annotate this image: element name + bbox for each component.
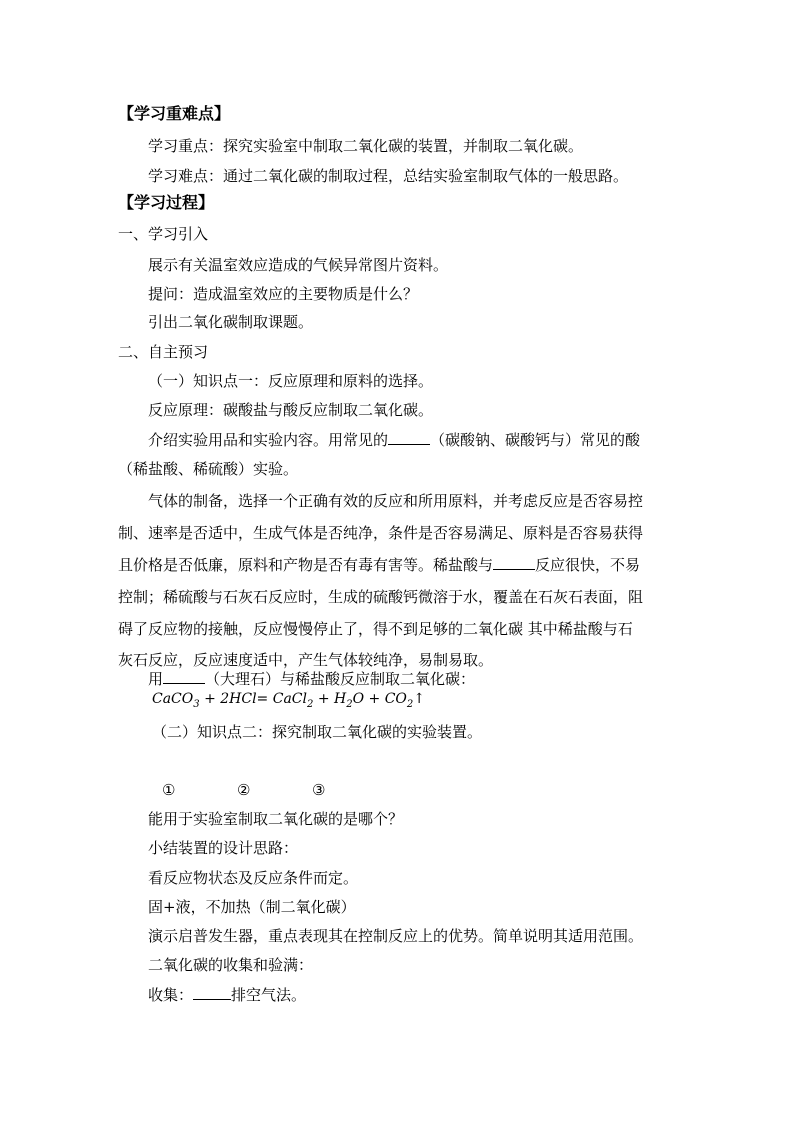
intro-text-b: （碳酸钠、碳酸钙与）常见的酸 bbox=[430, 431, 641, 449]
part1-line2: 提问：造成温室效应的主要物质是什么？ bbox=[148, 285, 419, 303]
question-line: 能用于实验室制取二氧化碳的是哪个？ bbox=[148, 810, 404, 828]
difficult-points-text: 学习难点：通过二氧化碳的制取过程，总结实验室制取气体的一般思路。 bbox=[148, 167, 629, 185]
use-text-b: （大理石）与稀盐酸反应制取二氧化碳： bbox=[205, 670, 476, 688]
collect-title: 二氧化碳的收集和验满： bbox=[148, 956, 314, 974]
part1-line3: 引出二氧化碳制取课题。 bbox=[148, 313, 314, 331]
use-line bbox=[148, 669, 475, 689]
reaction-principle: 反应原理：碳酸盐与酸反应制取二氧化碳。 bbox=[148, 401, 434, 419]
key-points-text: 学习重点：探究实验室中制取二氧化碳的装置，并制取二氧化碳。 bbox=[148, 137, 584, 155]
part1-line1: 展示有关温室效应造成的气候异常图片资料。 bbox=[148, 256, 449, 274]
para-line-6: 灰石反应，反应速度适中，产生气体较纯净，易制易取。 bbox=[118, 651, 494, 669]
part1-title: 一、学习引入 bbox=[118, 225, 209, 243]
para-line-5: 碍了反应物的接触，反应慢慢停止了，得不到足够的二氧化碳 其中稀盐酸与石 bbox=[118, 620, 633, 638]
fill-blank-3[interactable] bbox=[163, 669, 205, 684]
part2-title: 二、自主预习 bbox=[118, 343, 209, 361]
eq-part-4: O + CO bbox=[352, 691, 407, 707]
key-points-heading: 【学习重难点】 bbox=[118, 104, 231, 123]
fill-blank-1[interactable] bbox=[388, 430, 430, 445]
para-line-2: 制、速率是否适中，生成气体是否纯净，条件是否容易满足、原料是否容易获得 bbox=[118, 524, 644, 542]
summary-line-3: 演示启普发生器，重点表现其在控制反应上的优势。简单说明其适用范围。 bbox=[148, 927, 644, 945]
summary-title: 小结装置的设计思路： bbox=[148, 839, 299, 857]
eq-sub-2: 2 bbox=[307, 698, 314, 710]
eq-part-2: + 2HCl= CaCl bbox=[199, 691, 307, 707]
device-label-2: ② bbox=[237, 781, 251, 799]
gas-arrow-icon: ↑ bbox=[413, 691, 426, 707]
eq-sub-3: 2 bbox=[346, 698, 353, 710]
eq-part-3: + H bbox=[313, 691, 347, 707]
summary-line-1: 看反应物状态及反应条件而定。 bbox=[148, 869, 359, 887]
summary-line-2: 固+液，不加热（制二氧化碳） bbox=[148, 898, 356, 916]
eq-sub-1: 3 bbox=[193, 698, 200, 710]
kp1-title: （一）知识点一：反应原理和原料的选择。 bbox=[148, 372, 434, 390]
intro-line bbox=[148, 430, 640, 450]
intro-text-a: 介绍实验用品和实验内容。用常见的 bbox=[148, 431, 389, 449]
para-line-4: 控制；稀硫酸与石灰石反应时，生成的硫酸钙微溶于水，覆盖在石灰石表面，阻 bbox=[118, 588, 644, 606]
intro-line-c: （稀盐酸、稀硫酸）实验。 bbox=[118, 460, 299, 478]
collect-text-b: 排空气法。 bbox=[231, 986, 307, 1004]
para-line-1: 气体的制备，选择一个正确有效的反应和所用原料，并考虑反应是否容易控 bbox=[148, 492, 644, 510]
para-line-3 bbox=[118, 555, 640, 575]
eq-part-1: CaCO bbox=[152, 691, 194, 707]
chemical-equation bbox=[152, 689, 425, 715]
device-label-1: ① bbox=[162, 781, 176, 799]
device-label-3: ③ bbox=[312, 781, 326, 799]
fill-blank-2[interactable] bbox=[493, 555, 535, 570]
collect-line bbox=[148, 985, 306, 1005]
para3-text-a: 且价格是否低廉，原料和产物是否有毒有害等。稀盐酸与 bbox=[118, 556, 494, 574]
fill-blank-4[interactable] bbox=[193, 985, 231, 1000]
use-text-a: 用 bbox=[148, 670, 164, 688]
para3-text-b: 反应很快，不易 bbox=[535, 556, 641, 574]
eq-sub-4: 2 bbox=[406, 698, 414, 710]
kp2-title: （二）知识点二：探究制取二氧化碳的实验装置。 bbox=[152, 723, 483, 741]
collect-text-a: 收集： bbox=[148, 986, 194, 1004]
process-heading: 【学习过程】 bbox=[118, 193, 215, 212]
